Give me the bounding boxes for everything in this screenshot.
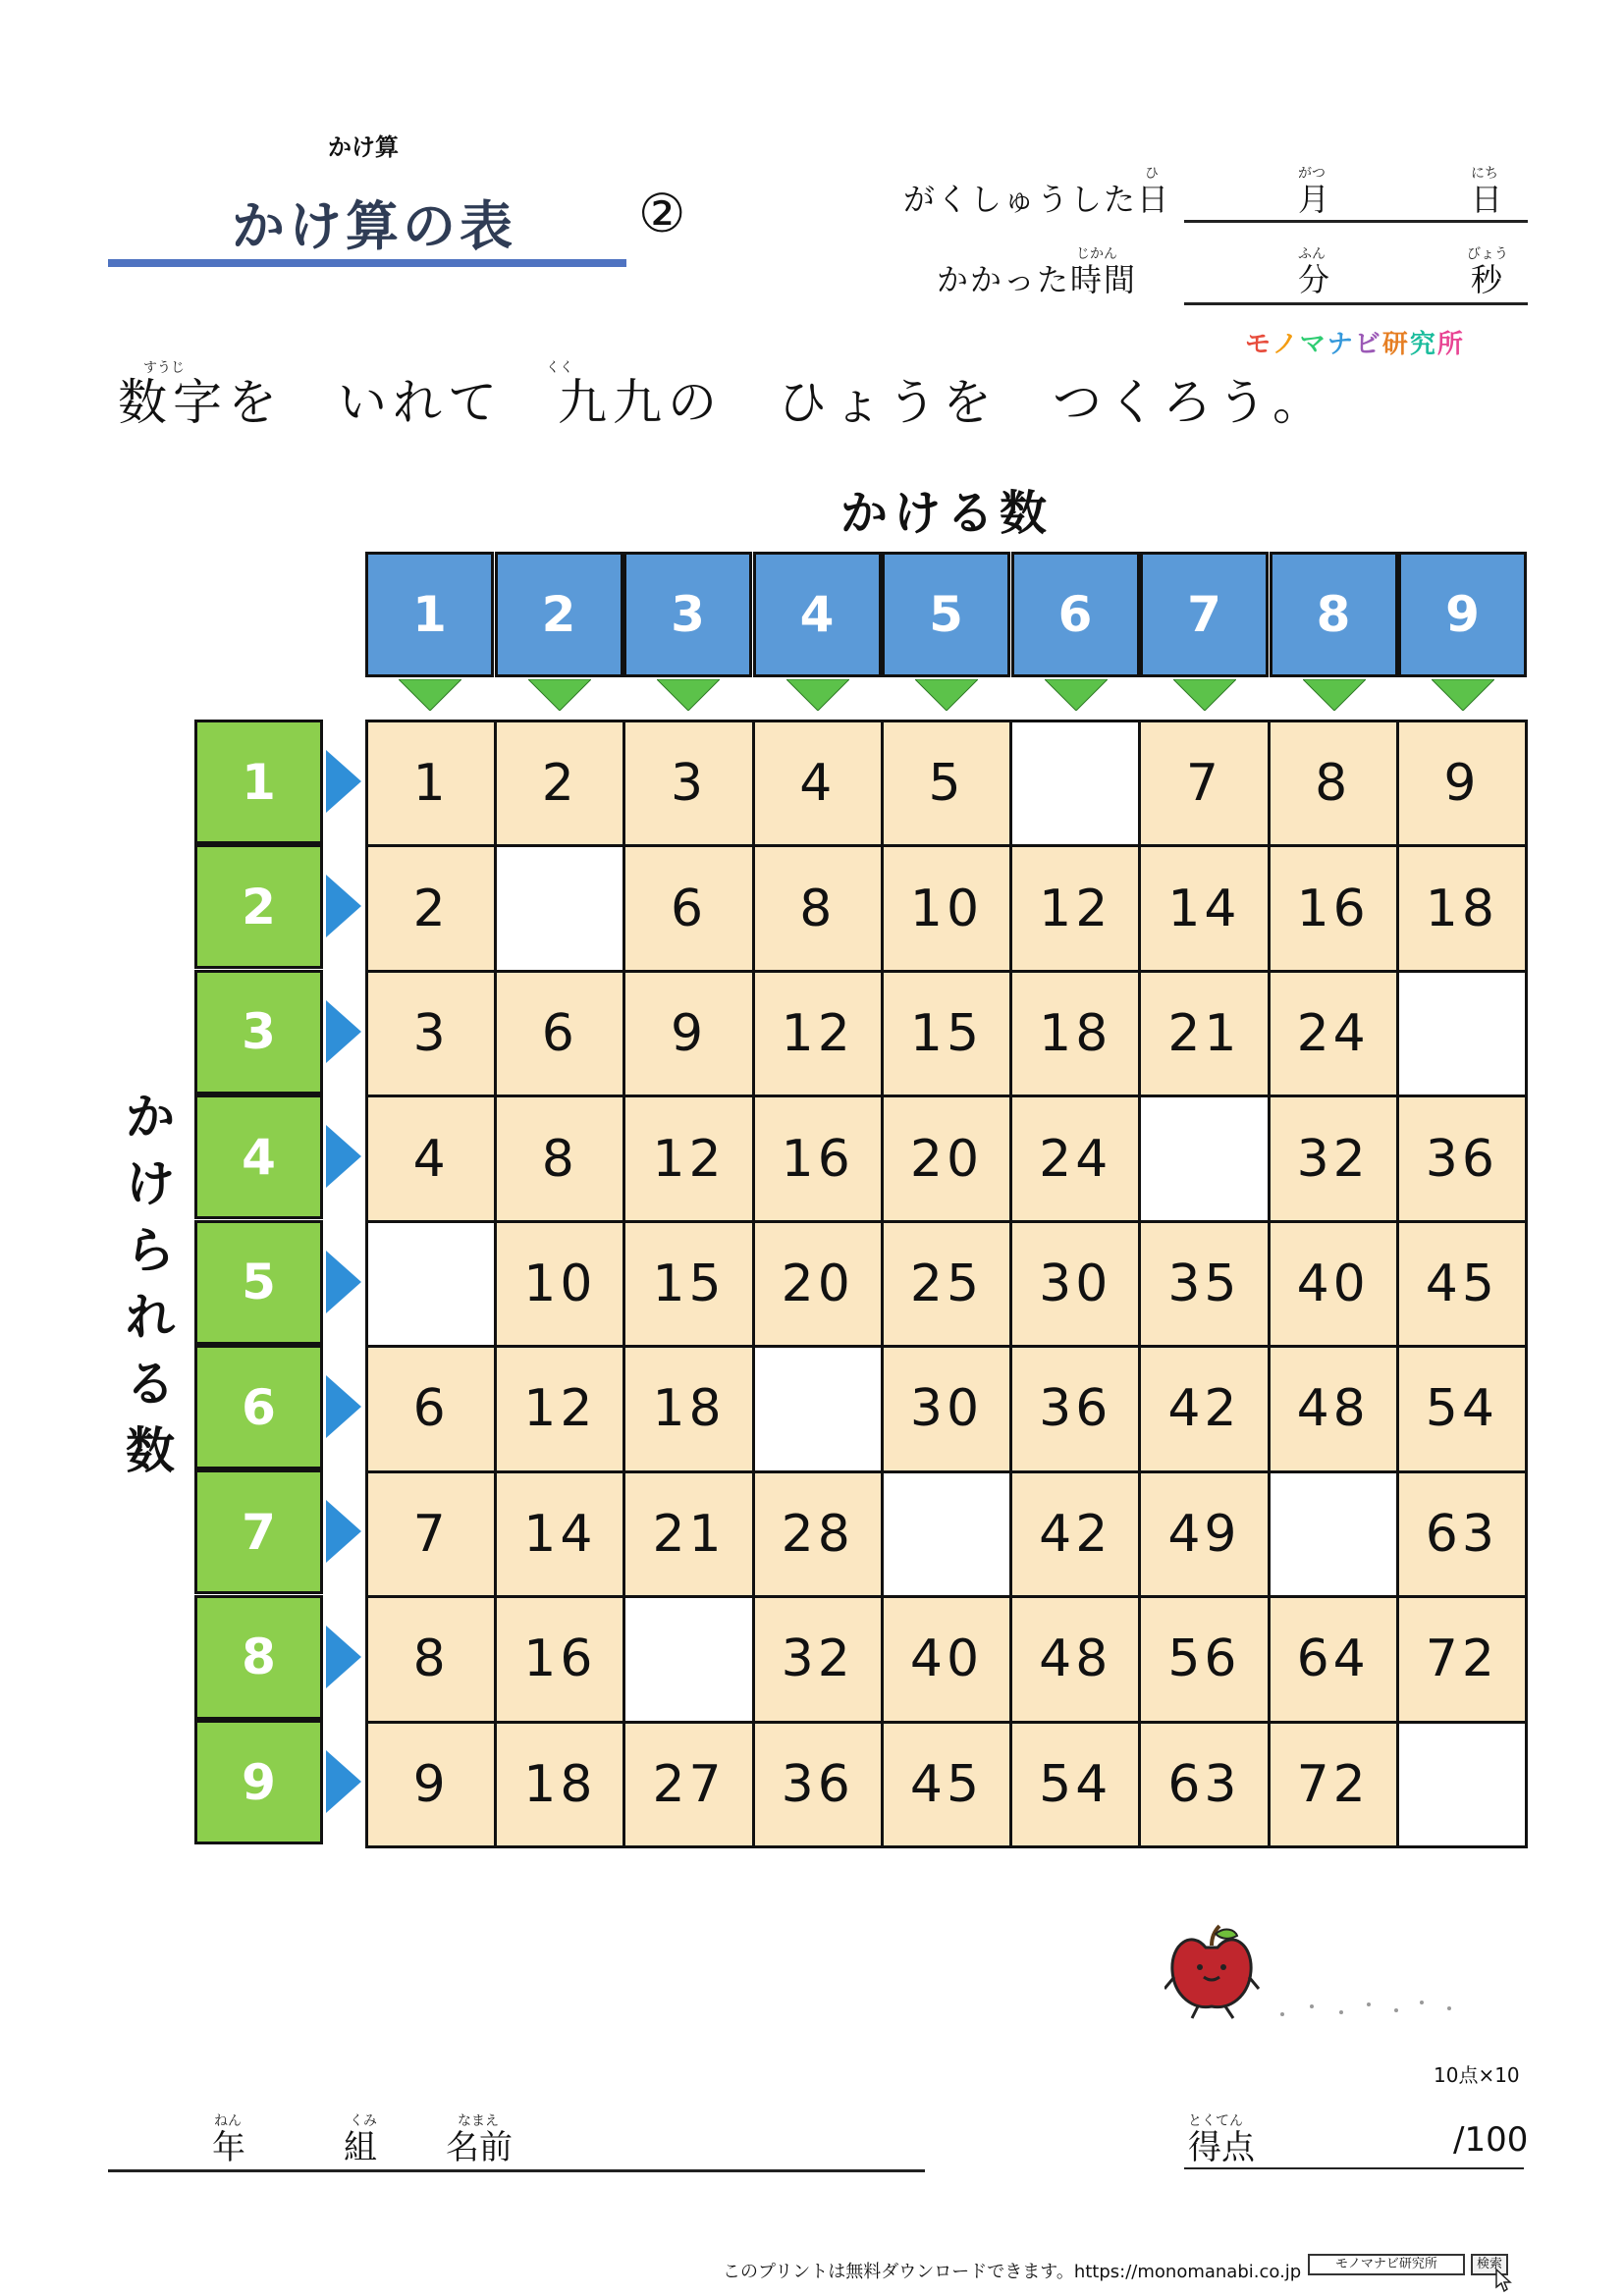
product-cell: 36 (755, 1724, 881, 1845)
product-cell: 48 (1271, 1348, 1396, 1469)
multiplicand-row-cell: 1 (194, 720, 323, 844)
score-furigana: とくてん (1188, 2113, 1243, 2129)
apple-mascot-icon (1164, 1924, 1479, 2022)
product-cell: 25 (884, 1223, 1009, 1345)
axis-label-char: れ (126, 1289, 175, 1346)
sheet-number: ② (638, 183, 686, 244)
brand-letter: マ (1299, 330, 1327, 359)
answer-blank-cell[interactable] (1012, 722, 1138, 844)
instruction-furigana-kuku: くく (546, 360, 573, 376)
arrow-down-icon (657, 679, 720, 711)
arrow-right-icon (326, 750, 361, 813)
arrow-down-icon (1173, 679, 1236, 711)
product-cell: 36 (1012, 1348, 1138, 1469)
product-cell: 30 (884, 1348, 1009, 1469)
multiplier-axis-label: かける数 (840, 486, 1054, 541)
product-cell: 18 (1399, 847, 1525, 969)
product-cell: 45 (884, 1724, 1009, 1845)
name-furigana: なまえ (458, 2113, 499, 2129)
product-cell: 12 (497, 1348, 623, 1469)
axis-label-char: け (126, 1155, 175, 1212)
answer-blank-cell[interactable] (1399, 1724, 1525, 1845)
product-cell: 20 (755, 1223, 881, 1345)
answer-blank-cell[interactable] (497, 847, 623, 969)
day-furigana: にち (1471, 166, 1498, 182)
axis-label-char: る (126, 1356, 175, 1413)
answer-blank-cell[interactable] (884, 1473, 1009, 1595)
product-cell: 14 (497, 1473, 623, 1595)
year-label: 年 (212, 2128, 245, 2167)
multiplier-header-cell: 5 (882, 552, 1010, 677)
class-label: 組 (344, 2128, 377, 2167)
footer-text: このプリントは無料ダウンロードできます。https://monomanabi.co.jp (723, 2262, 1302, 2282)
arrow-down-icon (399, 679, 461, 711)
arrow-down-icon (1303, 679, 1366, 711)
product-cell: 7 (1141, 722, 1267, 844)
product-cell: 15 (625, 1223, 751, 1345)
product-cell: 35 (1141, 1223, 1267, 1345)
product-cell: 63 (1141, 1724, 1267, 1845)
product-cell: 72 (1399, 1598, 1525, 1720)
arrow-down-icon (528, 679, 591, 711)
product-cell: 64 (1271, 1598, 1396, 1720)
product-cell: 18 (1012, 973, 1138, 1095)
product-cell: 28 (755, 1473, 881, 1595)
arrow-right-icon (326, 1251, 361, 1313)
answer-blank-cell[interactable] (1141, 1097, 1267, 1219)
arrow-right-icon (326, 1125, 361, 1188)
product-cell: 63 (1399, 1473, 1525, 1595)
product-cell: 24 (1271, 973, 1396, 1095)
multiplier-header-cell: 9 (1398, 552, 1527, 677)
instruction-text: 数字を いれて 九九の ひょうを つくろう。 (118, 374, 1327, 431)
product-cell: 18 (625, 1348, 751, 1469)
date-label: がくしゅうした日 (903, 181, 1171, 218)
product-cell: 6 (625, 847, 751, 969)
footer-search-button[interactable]: 検索 (1471, 2254, 1508, 2275)
product-cell: 16 (755, 1097, 881, 1219)
multiplicand-row-cell: 6 (194, 1345, 323, 1469)
answer-blank-cell[interactable] (1271, 1473, 1396, 1595)
product-cell: 3 (368, 973, 494, 1095)
product-cell: 4 (368, 1097, 494, 1219)
multiplier-header-cell: 7 (1140, 552, 1269, 677)
multiplier-header-cell: 3 (623, 552, 752, 677)
product-cell: 30 (1012, 1223, 1138, 1345)
product-cell: 4 (755, 722, 881, 844)
arrow-right-icon (326, 1375, 361, 1438)
cursor-icon (1492, 2268, 1514, 2293)
product-cell: 6 (368, 1348, 494, 1469)
product-cell: 48 (1012, 1598, 1138, 1720)
arrow-down-icon (1432, 679, 1494, 711)
year-furigana: ねん (214, 2113, 242, 2129)
arrow-down-icon (1045, 679, 1108, 711)
multiplier-header-cell: 2 (495, 552, 623, 677)
arrow-right-icon (326, 1500, 361, 1563)
multiplicand-row-cell: 8 (194, 1595, 323, 1720)
product-cell: 15 (884, 973, 1009, 1095)
arrow-down-icon (786, 679, 849, 711)
product-cell: 10 (884, 847, 1009, 969)
multiplier-header-cell: 6 (1011, 552, 1140, 677)
brand-letter: ナ (1326, 330, 1355, 359)
brand-letter: ノ (1272, 330, 1300, 359)
brand-letter: 研 (1381, 330, 1410, 359)
minute-furigana: ふん (1298, 246, 1326, 262)
multiplicand-row-cell: 9 (194, 1720, 323, 1844)
product-cell: 42 (1141, 1348, 1267, 1469)
product-cell: 16 (1271, 847, 1396, 969)
product-cell: 9 (1399, 722, 1525, 844)
month-label: 月 (1298, 181, 1332, 218)
arrow-down-icon (915, 679, 978, 711)
product-cell: 27 (625, 1724, 751, 1845)
product-cell: 2 (368, 847, 494, 969)
time-label-furigana: じかん (1076, 246, 1117, 262)
product-cell: 54 (1012, 1724, 1138, 1845)
product-cell: 3 (625, 722, 751, 844)
product-cell: 40 (1271, 1223, 1396, 1345)
multiplicand-row-cell: 4 (194, 1095, 323, 1219)
multiplicand-row-cell: 3 (194, 970, 323, 1095)
brand-logo (1245, 324, 1465, 360)
product-cell: 2 (497, 722, 623, 844)
score-total: /100 (1453, 2120, 1529, 2160)
day-label: 日 (1471, 181, 1505, 218)
date-field-line[interactable] (1184, 220, 1528, 223)
second-label: 秒 (1471, 261, 1505, 298)
product-cell: 6 (497, 973, 623, 1095)
multiplier-header-cell: 8 (1270, 552, 1398, 677)
product-cell: 1 (368, 722, 494, 844)
product-cell: 7 (368, 1473, 494, 1595)
answer-blank-cell[interactable] (1399, 973, 1525, 1095)
multiplier-header-cell: 1 (365, 552, 494, 677)
student-field-line[interactable] (108, 2169, 925, 2172)
product-cell: 36 (1399, 1097, 1525, 1219)
product-cell: 12 (755, 973, 881, 1095)
page-title: かけ算の表 (232, 195, 516, 257)
product-cell: 12 (1012, 847, 1138, 969)
product-cell: 8 (497, 1097, 623, 1219)
product-cell: 9 (368, 1724, 494, 1845)
product-cell: 56 (1141, 1598, 1267, 1720)
score-field-line[interactable] (1184, 2167, 1524, 2169)
name-label: 名前 (446, 2128, 513, 2167)
brand-letter: 究 (1409, 330, 1437, 359)
axis-label-char: 数 (126, 1422, 175, 1479)
product-cell: 32 (1271, 1097, 1396, 1219)
product-cell: 14 (1141, 847, 1267, 969)
brand-letter: モ (1245, 330, 1272, 359)
axis-label-char: ら (126, 1222, 175, 1279)
title-ruby: かけ算 (328, 133, 399, 161)
product-cell: 24 (1012, 1097, 1138, 1219)
answer-blank-cell[interactable] (625, 1598, 751, 1720)
arrow-right-icon (326, 1626, 361, 1688)
product-cell: 12 (625, 1097, 751, 1219)
multiplication-grid (365, 720, 1528, 1848)
arrow-right-icon (326, 1000, 361, 1063)
answer-blank-cell[interactable] (368, 1223, 494, 1345)
product-cell: 8 (755, 847, 881, 969)
product-cell: 32 (755, 1598, 881, 1720)
product-cell: 21 (1141, 973, 1267, 1095)
multiplicand-row-cell: 5 (194, 1220, 323, 1345)
arrow-right-icon (326, 1750, 361, 1813)
product-cell: 8 (1271, 722, 1396, 844)
time-field-line[interactable] (1184, 302, 1528, 305)
multiplicand-row-cell: 7 (194, 1469, 323, 1594)
axis-label-char: か (126, 1089, 175, 1146)
minute-label: 分 (1298, 261, 1332, 298)
brand-letter: ビ (1354, 330, 1382, 359)
product-cell: 49 (1141, 1473, 1267, 1595)
product-cell: 18 (497, 1724, 623, 1845)
arrow-right-icon (326, 875, 361, 937)
product-cell: 9 (625, 973, 751, 1095)
date-label-furigana: ひ (1145, 166, 1159, 182)
product-cell: 54 (1399, 1348, 1525, 1469)
product-cell: 5 (884, 722, 1009, 844)
answer-blank-cell[interactable] (755, 1348, 881, 1469)
second-furigana: びょう (1467, 246, 1508, 262)
title-underline (108, 259, 626, 267)
score-label: 得点 (1188, 2128, 1255, 2167)
month-furigana: がつ (1298, 166, 1326, 182)
product-cell: 20 (884, 1097, 1009, 1219)
product-cell: 10 (497, 1223, 623, 1345)
product-cell: 40 (884, 1598, 1009, 1720)
product-cell: 8 (368, 1598, 494, 1720)
multiplicand-axis-label (116, 1084, 185, 1484)
time-label: かかった時間 (937, 261, 1138, 298)
instruction-furigana-suuji: すうじ (143, 360, 185, 376)
product-cell: 72 (1271, 1724, 1396, 1845)
product-cell: 45 (1399, 1223, 1525, 1345)
points-note: 10点×10 (1434, 2063, 1520, 2087)
product-cell: 16 (497, 1598, 623, 1720)
footer-search-box[interactable]: モノマナビ研究所 (1308, 2254, 1465, 2275)
product-cell: 21 (625, 1473, 751, 1595)
product-cell: 42 (1012, 1473, 1138, 1595)
class-furigana: くみ (350, 2113, 377, 2129)
brand-letter: 所 (1436, 330, 1465, 359)
multiplicand-row-cell: 2 (194, 844, 323, 969)
multiplier-header-cell: 4 (753, 552, 882, 677)
